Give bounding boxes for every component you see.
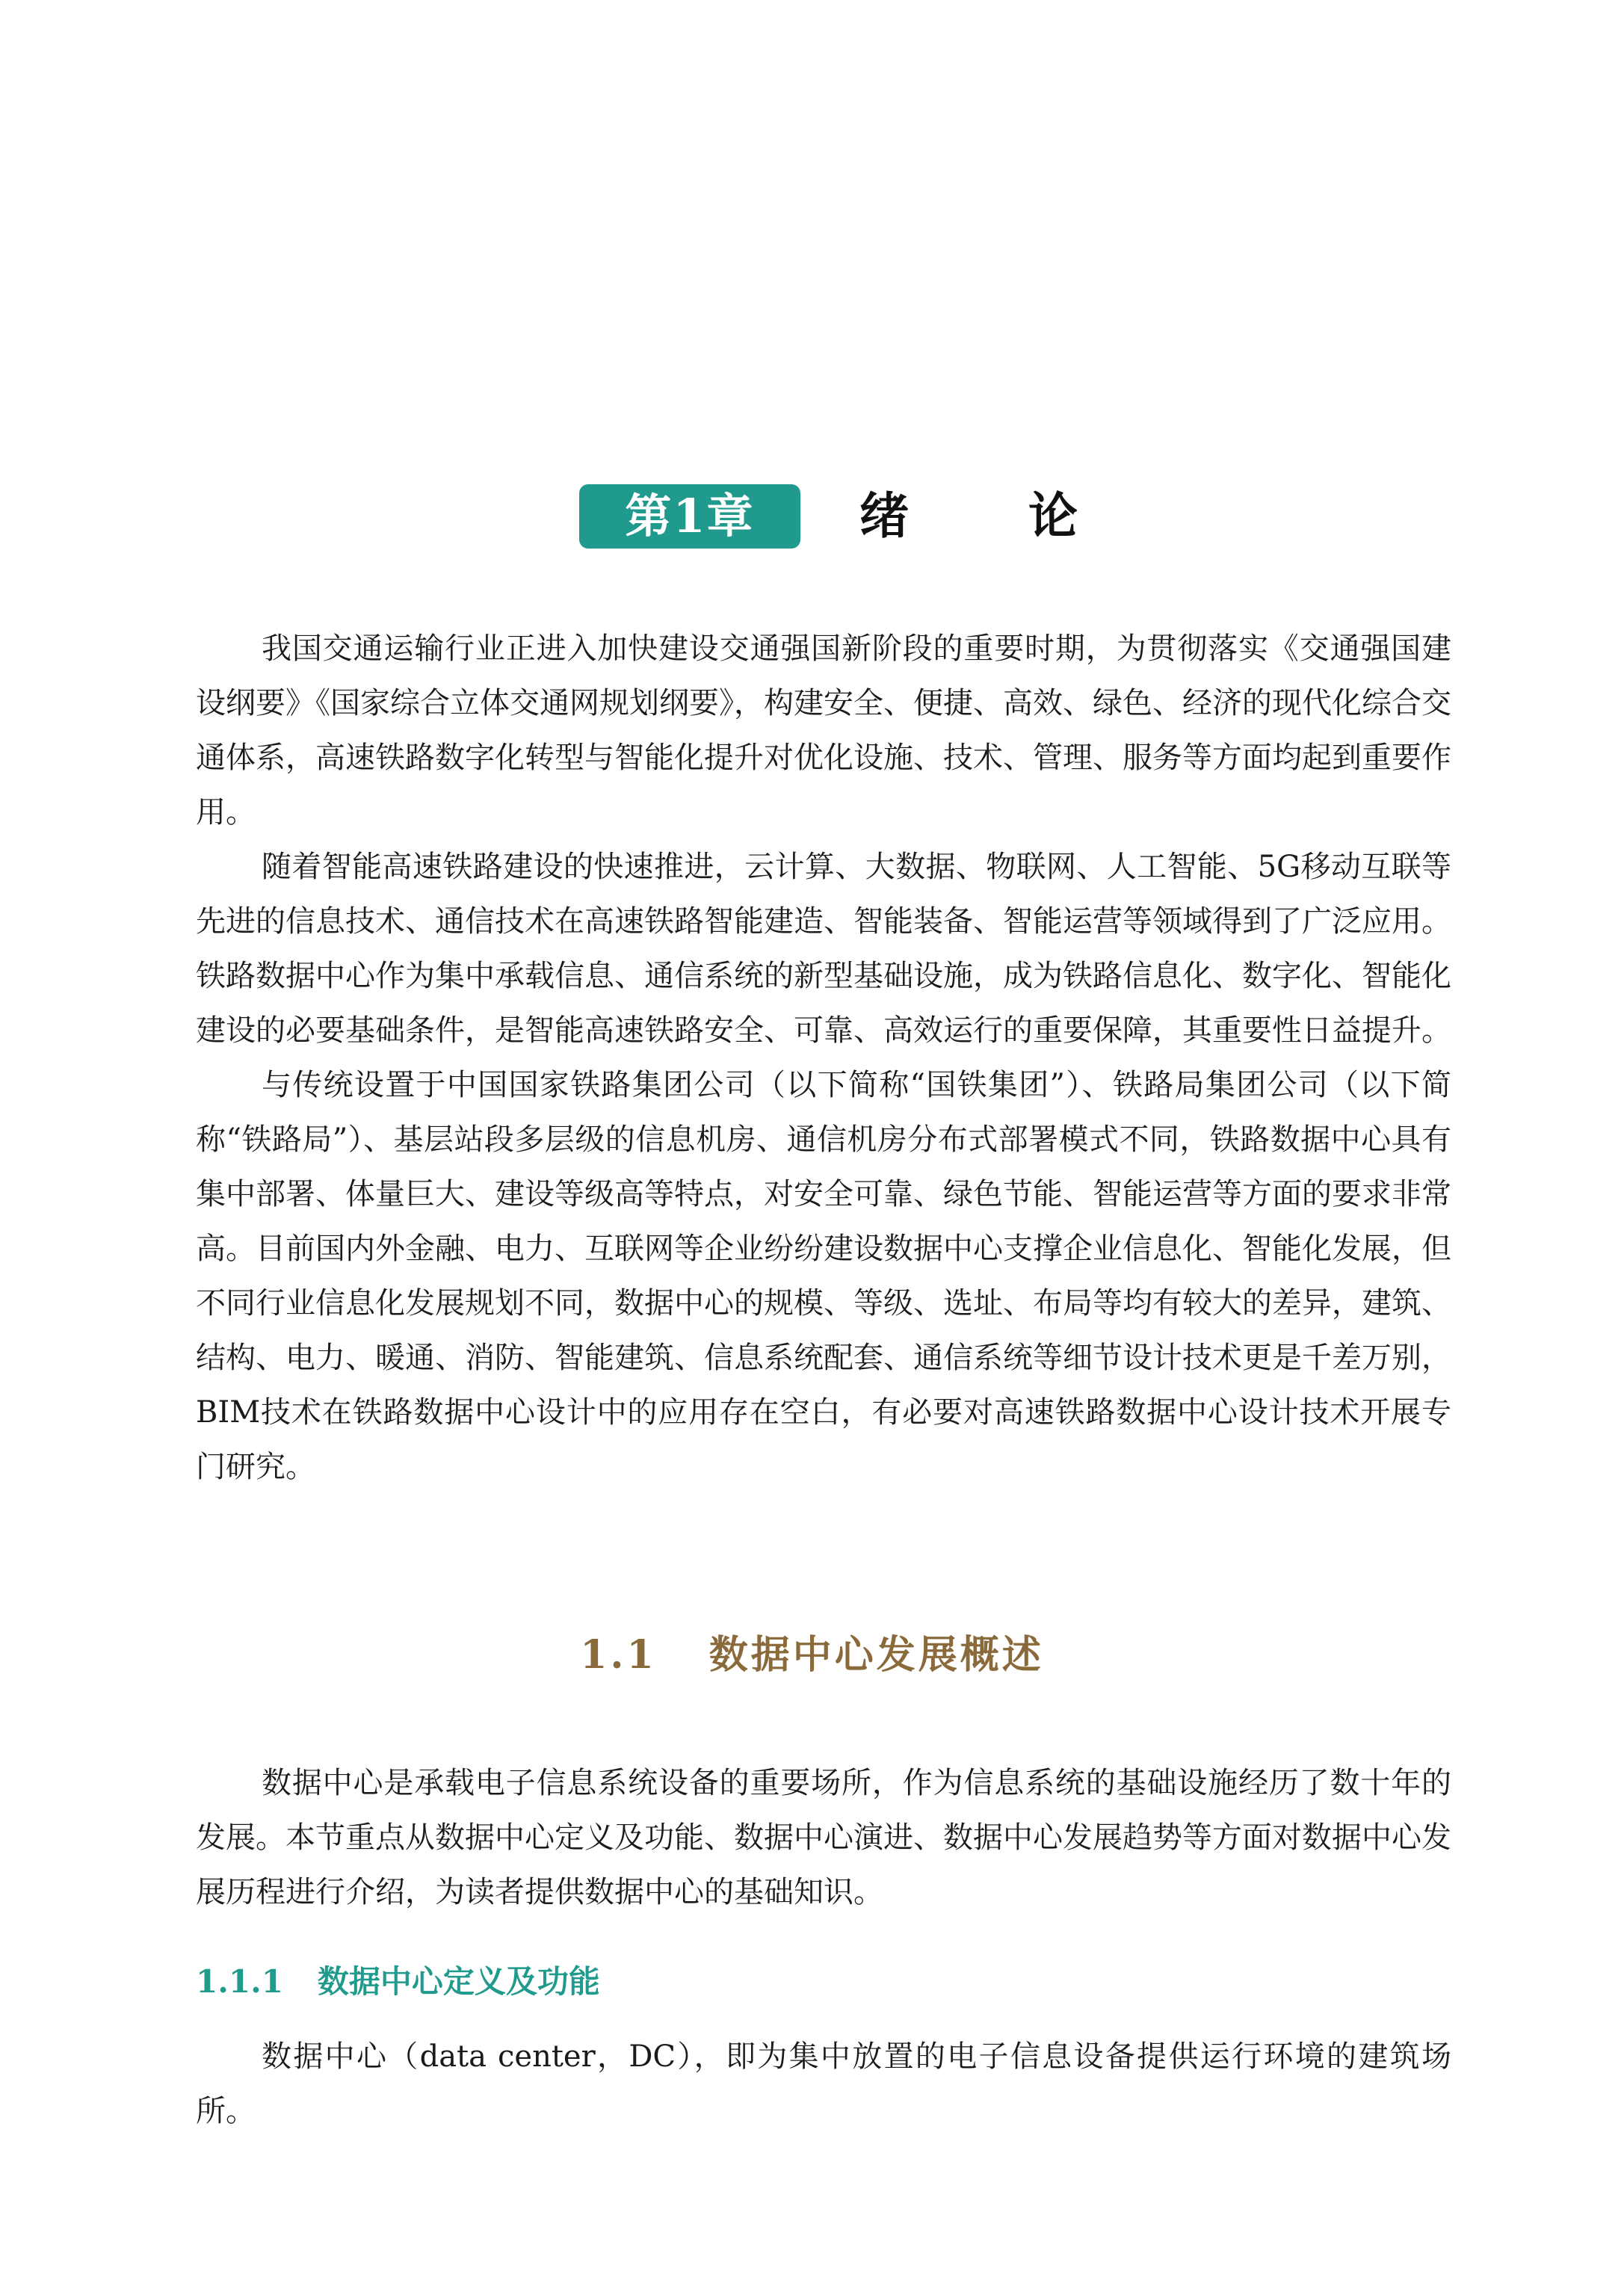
section-paragraph: 数据中心是承载电子信息系统设备的重要场所，作为信息系统的基础设施经历了数十年的发展。本节重点从数据中心定义及功能、数据中心演进、数据中心发展趋势等方面对数据中心发展历程进行介绍，为读者提供数据中心的基础知识。 [196,1766,1451,1909]
subsection-paragraph: 数据中心（data center，DC），即为集中放置的电子信息设备提供运行环境的建筑场所。 [196,2039,1451,2128]
subsection-text-block [196,2030,1451,2139]
section-title-text: 数据中心发展概述 [708,1633,1044,1678]
intro-paragraph-3: 与传统设置于中国国家铁路集团公司（以下简称“国铁集团”）、铁路局集团公司（以下简称“铁路局”）、基层站段多层级的信息机房、通信机房分布式部署模式不同，铁路数据中心具有集中部署、体量巨大、建设等级高等特点，对安全可靠、绿色节能、智能运营等方面的要求非常高。目前国内外金融、电力、互联网等企业纷纷建设数据中心支撑企业信息化、智能化发展，但不同行业信息化发展规划不同，数据中心的规模、等级、选址、布局等均有较大的差异，建筑、结构、电力、暖通、消防、智能建筑、信息系统配套、通信系统等细节设计技术更是千差万别，BIM技术在铁路数据中心设计中的应用存在空白，有必要对高速铁路数据中心设计技术开展专门研究。 [196,1068,1451,1484]
intro-paragraph-2: 随着智能高速铁路建设的快速推进，云计算、大数据、物联网、人工智能、5G移动互联等先进的信息技术、通信技术在高速铁路智能建造、智能装备、智能运营等领域得到了广泛应用。铁路数据中心作为集中承载信息、通信系统的新型基础设施，成为铁路信息化、数字化、智能化建设的必要基础条件，是智能高速铁路安全、可靠、高效运行的重要保障，其重要性日益提升。 [196,850,1451,1048]
subsection-heading [196,1959,1451,2004]
chapter-number-badge: 第1章 [579,484,800,549]
chapter-title: 绪论 [859,487,1197,545]
chapter-heading [0,484,1624,553]
subsection-title-text: 数据中心定义及功能 [317,1963,600,2000]
section-heading [0,1629,1624,1681]
intro-text-block [196,622,1451,1495]
section-text-block [196,1756,1451,1920]
section-number: 1.1 [580,1632,657,1678]
subsection-number: 1.1.1 [196,1963,283,2000]
intro-paragraph-1: 我国交通运输行业正进入加快建设交通强国新阶段的重要时期，为贯彻落实《交通强国建设纲要》《国家综合立体交通网规划纲要》，构建安全、便捷、高效、绿色、经济的现代化综合交通体系，高速铁路数字化转型与智能化提升对优化设施、技术、管理、服务等方面均起到重要作用。 [196,631,1451,830]
